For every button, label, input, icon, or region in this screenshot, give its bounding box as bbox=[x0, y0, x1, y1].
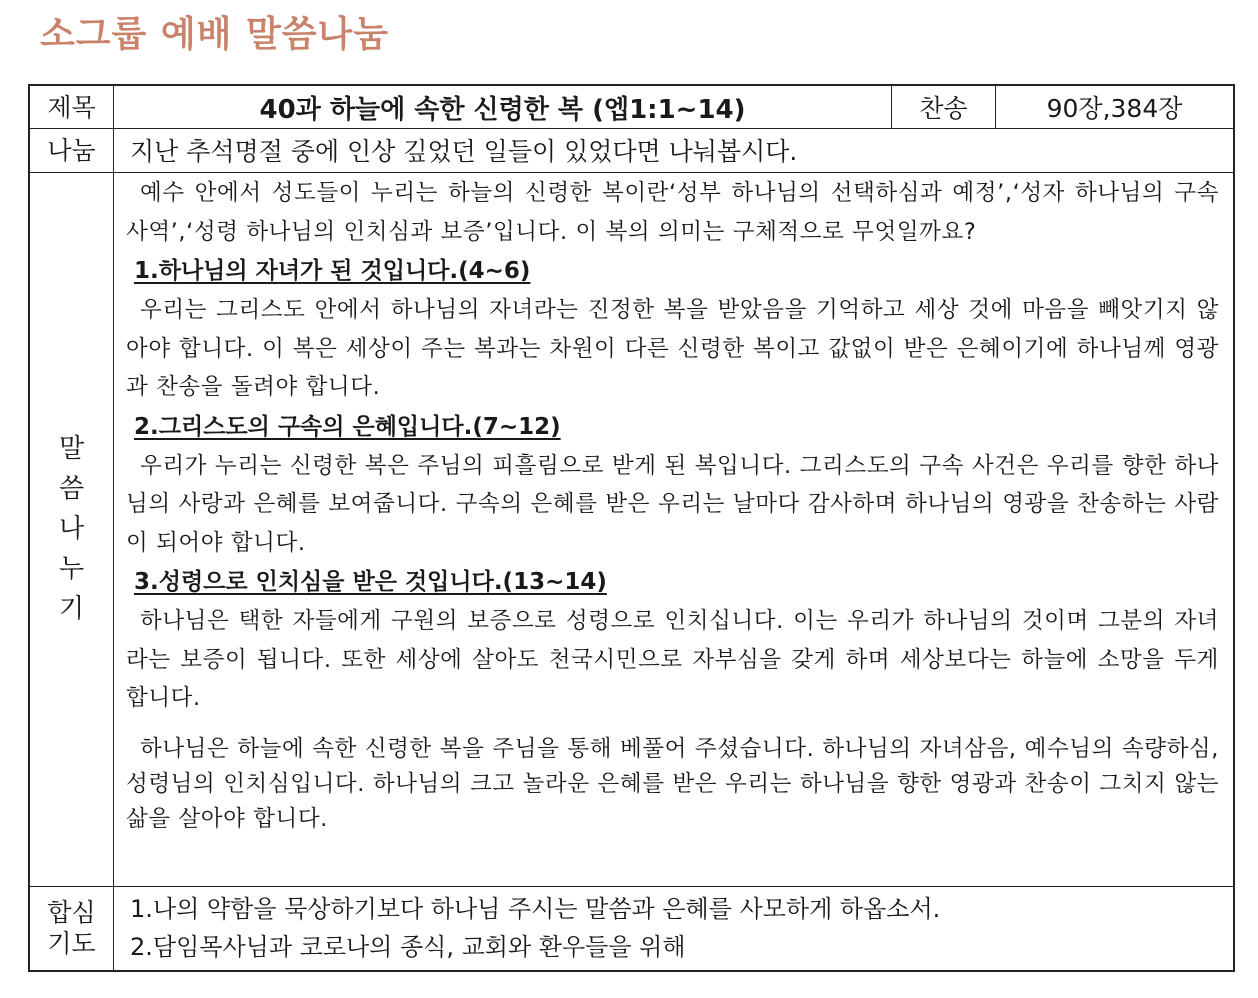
lesson-title: 40과 하늘에 속한 신령한 복 (엡1:1~14) bbox=[114, 86, 892, 128]
prayer-item: 2.담임목사님과 코로나의 종식, 교회와 환우들을 위해 bbox=[130, 933, 686, 961]
prayer-item: 1.나의 약함을 묵상하기보다 하나님 주시는 말씀과 은혜를 사모하게 하옵소서. bbox=[130, 895, 941, 923]
intro-paragraph: 예수 안에서 성도들이 누리는 하늘의 신령한 복이란‘성부 하나님의 선택하심과 예정’,‘성자 하나님의 구속 사역’,‘성령 하나님의 인치심과 보증’입니다. 이 복의 의미는 구체적으로 무엇일까요? bbox=[126, 180, 1219, 245]
word-label-char: 말 bbox=[58, 434, 85, 464]
worship-sheet-table bbox=[28, 84, 1235, 972]
point-2-text: 우리가 누리는 신령한 복은 주님의 피흘림으로 받게 된 복입니다. 그리스도의 구속 사건은 우리를 향한 하나님의 사랑과 은혜를 보여줍니다. 구속의 은혜를 받은 우리는 날마다 감사하며 하나님의 영광을 찬송하는 사람이 되어야 합니다. bbox=[126, 452, 1219, 556]
word-row bbox=[30, 172, 1233, 887]
point-2-heading: 2.그리스도의 구속의 은혜입니다.(7~12) bbox=[134, 413, 561, 440]
prayer-label bbox=[30, 886, 114, 970]
word-label-char: 씀 bbox=[58, 474, 85, 504]
page-title: 소그룹 예배 말씀나눔 bbox=[40, 14, 390, 55]
conclusion-paragraph: 하나님은 하늘에 속한 신령한 복을 주님을 통해 베풀어 주셨습니다. 하나님의 자녀삼음, 예수님의 속량하심, 성령님의 인치심입니다. 하나님의 크고 놀라운 은혜를 받은 우리는 하나님을 향한 영광과 찬송이 그치지 않는 삶을 살아야 합니다. bbox=[126, 735, 1219, 832]
word-label-char: 나 bbox=[58, 514, 85, 544]
prayer-label-line: 기도 bbox=[47, 929, 96, 958]
word-label-char: 기 bbox=[58, 594, 85, 624]
title-label: 제목 bbox=[30, 86, 114, 128]
sharing-question: 지난 추석명절 중에 인상 깊었던 일들이 있었다면 나눠봅시다. bbox=[130, 137, 798, 166]
title-row bbox=[30, 86, 1233, 129]
hymn-value: 90장,384장 bbox=[1046, 94, 1183, 123]
prayer-label-line: 합심 bbox=[47, 898, 96, 927]
prayer-row bbox=[30, 886, 1233, 970]
word-label-char: 누 bbox=[58, 554, 85, 584]
sharing-row bbox=[30, 128, 1233, 173]
point-3-heading: 3.성령으로 인치심을 받은 것입니다.(13~14) bbox=[134, 569, 607, 595]
word-sharing-label bbox=[30, 172, 114, 886]
sharing-label: 나눔 bbox=[30, 128, 114, 172]
word-sharing-body bbox=[126, 174, 1219, 837]
point-1-text: 우리는 그리스도 안에서 하나님의 자녀라는 진정한 복을 받았음을 기억하고 세상 것에 마음을 빼앗기지 않아야 합니다. 이 복은 세상이 주는 복과는 차원이 다른 신령한 복이고 값없이 받은 은혜이기에 하나님께 영광과 찬송을 돌려야 합니다. bbox=[126, 297, 1219, 400]
point-1-heading: 1.하나님의 자녀가 된 것입니다.(4~6) bbox=[134, 258, 531, 284]
prayer-list bbox=[130, 890, 1223, 966]
hymn-label: 찬송 bbox=[892, 86, 996, 128]
point-3-text: 하나님은 택한 자들에게 구원의 보증으로 성령으로 인치십니다. 이는 우리가 하나님의 것이며 그분의 자녀라는 보증이 됩니다. 또한 세상에 살아도 천국시민으로 자부심을 갖게 하며 세상보다는 하늘에 소망을 두게 합니다. bbox=[126, 608, 1219, 711]
